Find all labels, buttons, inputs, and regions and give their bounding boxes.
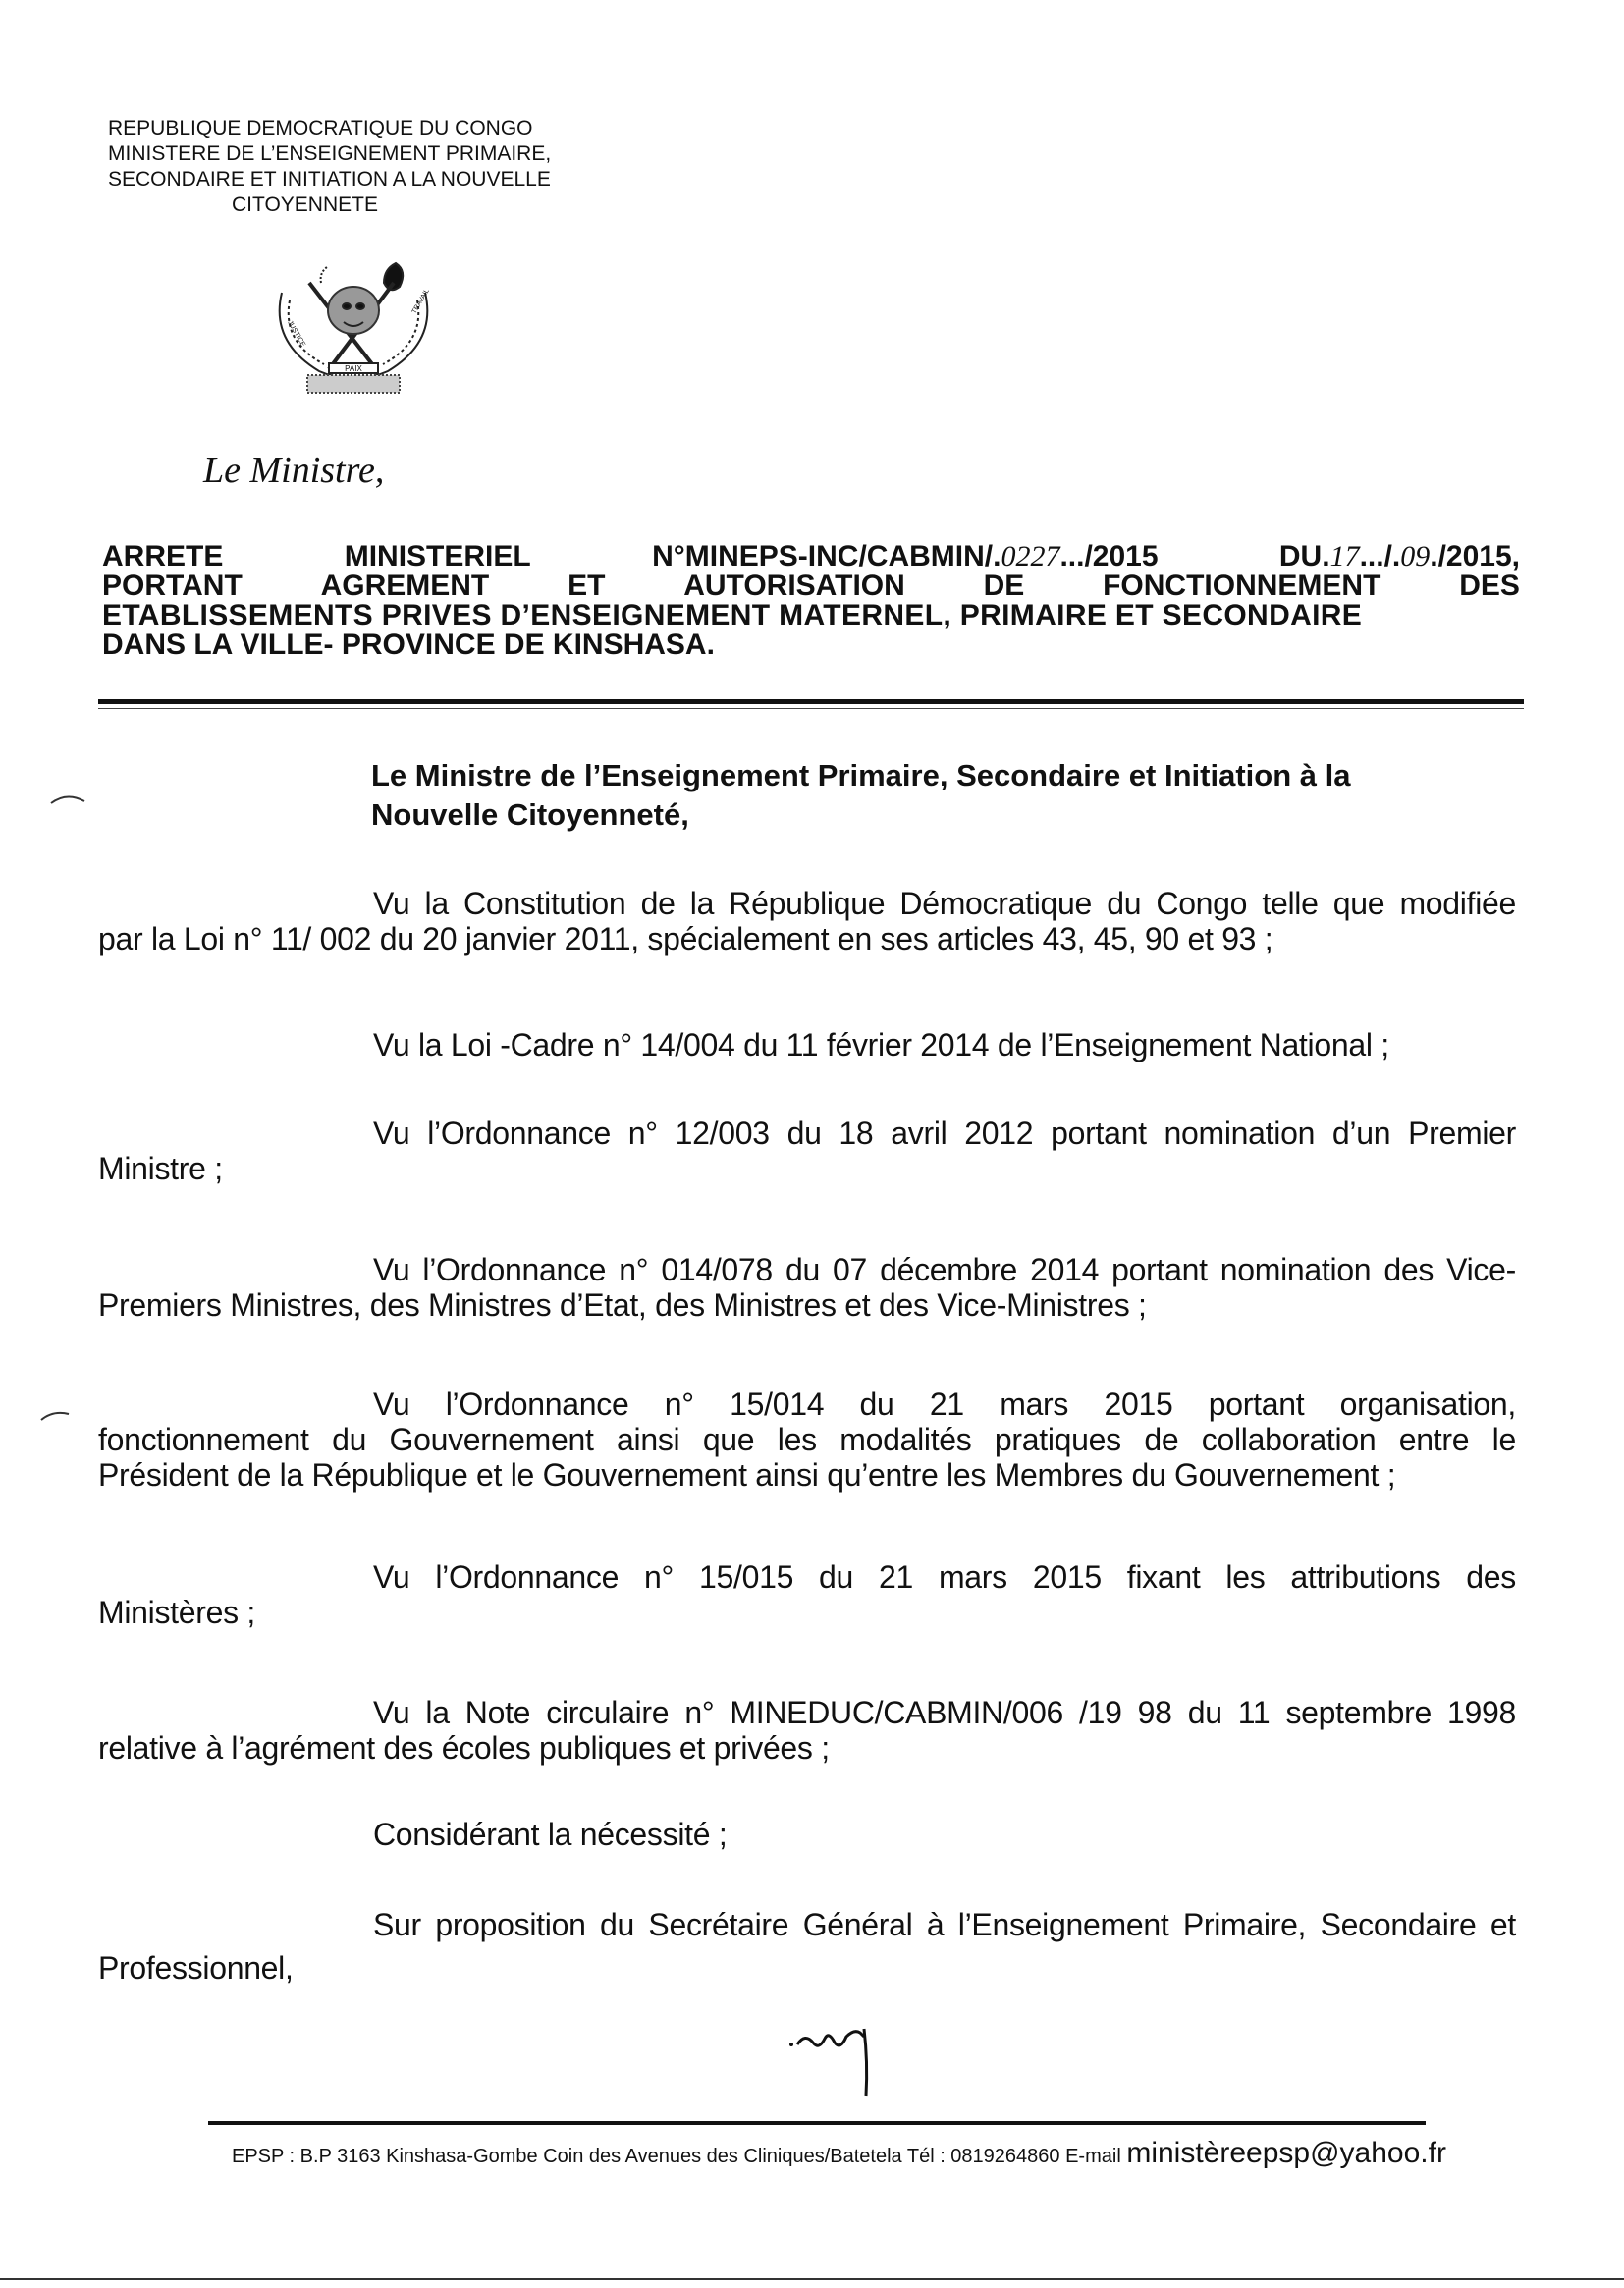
- paragraph-line: Considérant la nécessité ;: [373, 1817, 728, 1852]
- title-word: DES: [1459, 570, 1520, 602]
- intro-line: Nouvelle Citoyenneté,: [371, 797, 689, 832]
- title-word: ARRETE: [102, 540, 224, 572]
- emblem-motto: JUSTICE: [286, 319, 306, 349]
- footer-email: ministèreepsp@yahoo.fr: [1126, 2137, 1446, 2169]
- paragraph-line: Vu la Loi -Cadre n° 14/004 du 11 février 2014 de l’Enseignement National ;: [373, 1027, 1389, 1062]
- title-word: PORTANT: [102, 570, 243, 602]
- title-line: [102, 542, 1520, 572]
- paragraph-line: relative à l’agrément des écoles publiques et privées ;: [98, 1730, 830, 1766]
- intro-line: Le Ministre de l’Enseignement Primaire, Secondaire et Initiation à la: [371, 758, 1351, 792]
- minister-heading: Le Ministre,: [203, 450, 385, 491]
- coat-of-arms-emblem: [260, 253, 447, 399]
- paragraph-line: Vu l’Ordonnance n° 15/014 du 21 mars 2015 portant organisation,: [373, 1387, 1516, 1422]
- title-line: [102, 601, 1520, 630]
- decree-reference: [652, 542, 1158, 572]
- date-prefix: DU.: [1278, 540, 1330, 572]
- date-separator: .../.: [1359, 540, 1401, 572]
- title-word: FONCTIONNEMENT: [1103, 570, 1381, 602]
- paragraph-note-circulaire: [98, 1695, 1516, 1766]
- title-line-text: ETABLISSEMENTS PRIVES D’ENSEIGNEMENT MATERNEL, PRIMAIRE ET SECONDAIRE: [102, 599, 1363, 631]
- title-word: MINISTERIEL: [344, 540, 531, 572]
- paragraph-line: Professionnel,: [98, 1950, 294, 1986]
- paragraph-line: Premiers Ministres, des Ministres d’Etat, des Ministres et des Vice-Ministres ;: [98, 1287, 1147, 1323]
- scan-mark: [39, 1410, 79, 1422]
- scan-mark: [49, 793, 88, 805]
- handwritten-day: 17: [1329, 540, 1360, 572]
- handwritten-number: 0227: [1001, 540, 1060, 572]
- paragraph-line: Vu l’Ordonnance n° 014/078 du 07 décembre 2014 portant nomination des Vice-: [373, 1252, 1516, 1287]
- paragraph-proposition: [98, 1907, 1516, 1986]
- decree-title: [102, 542, 1520, 660]
- letterhead-line: SECONDAIRE ET INITIATION A LA NOUVELLE: [108, 168, 551, 191]
- paragraph-loi-cadre: [98, 1027, 1516, 1062]
- title-line-text: DANS LA VILLE- PROVINCE DE KINSHASA.: [102, 628, 715, 661]
- page-bottom-edge: [0, 2278, 1624, 2280]
- paragraph-line: Sur proposition du Secrétaire Général à l’Enseignement Primaire, Secondaire et: [373, 1907, 1516, 1942]
- footer-address: EPSP : B.P 3163 Kinshasa-Gombe Coin des Avenues des Cliniques/Batetela Tél : 0819264860 E-mail: [232, 2146, 1127, 2167]
- paragraph-line: Ministères ;: [98, 1595, 255, 1630]
- footer-contact: [232, 2137, 1446, 2170]
- handwritten-initials: [785, 1993, 893, 2101]
- paragraph-line: Président de la République et le Gouvernement ainsi qu’entre les Membres du Gouvernement ;: [98, 1457, 1396, 1493]
- paragraph-line: Vu l’Ordonnance n° 15/015 du 21 mars 2015 fixant les attributions des: [373, 1559, 1516, 1595]
- title-rule-thin: [98, 708, 1524, 709]
- paragraph-ordonnance-organisation: [98, 1387, 1516, 1493]
- paragraph-ordonnance-vice-premiers: [98, 1252, 1516, 1323]
- date-year: ./2015,: [1430, 540, 1520, 572]
- title-word: AUTORISATION: [683, 570, 905, 602]
- paragraph-ordonnance-attributions: [98, 1559, 1516, 1630]
- title-rule: [98, 699, 1524, 704]
- reference-suffix: .../2015: [1059, 540, 1159, 572]
- paragraph-constitution: [98, 886, 1516, 956]
- emblem-motto: TRAVAIL: [410, 288, 431, 315]
- title-word: DE: [983, 570, 1025, 602]
- paragraph-line: fonctionnement du Gouvernement ainsi que les modalités pratiques de collaboration entre le: [98, 1422, 1516, 1457]
- letterhead-line: MINISTERE DE L’ENSEIGNEMENT PRIMAIRE,: [108, 142, 552, 165]
- paragraph-ordonnance-premier-ministre: [98, 1116, 1516, 1186]
- paragraph-line: Vu la Constitution de la République Démocratique du Congo telle que modifiée: [373, 886, 1516, 921]
- title-line: [102, 572, 1520, 601]
- paragraph-considerant: [98, 1817, 1516, 1852]
- letterhead-line: CITOYENNETE: [232, 193, 378, 216]
- reference-prefix: N°MINEPS-INC/CABMIN/.: [652, 540, 1001, 572]
- paragraph-line: Vu l’Ordonnance n° 12/003 du 18 avril 2012 portant nomination d’un Premier: [373, 1116, 1516, 1151]
- paragraph-line: Ministre ;: [98, 1151, 223, 1186]
- minister-intro: [371, 756, 1350, 835]
- letterhead: [108, 116, 638, 218]
- footer-rule: [208, 2121, 1426, 2125]
- title-line: [102, 630, 1520, 660]
- decree-date: [1279, 542, 1520, 572]
- letterhead-line: REPUBLIQUE DEMOCRATIQUE DU CONGO: [108, 117, 533, 139]
- title-word: ET: [568, 570, 606, 602]
- handwritten-month: 09: [1400, 540, 1431, 572]
- emblem-motto: PAIX: [345, 364, 362, 373]
- paragraph-line: Vu la Note circulaire n° MINEDUC/CABMIN/006 /19 98 du 11 septembre 1998: [373, 1695, 1516, 1730]
- title-word: AGREMENT: [320, 570, 490, 602]
- paragraph-line: par la Loi n° 11/ 002 du 20 janvier 2011, spécialement en ses articles 43, 45, 90 et 93 ;: [98, 921, 1273, 956]
